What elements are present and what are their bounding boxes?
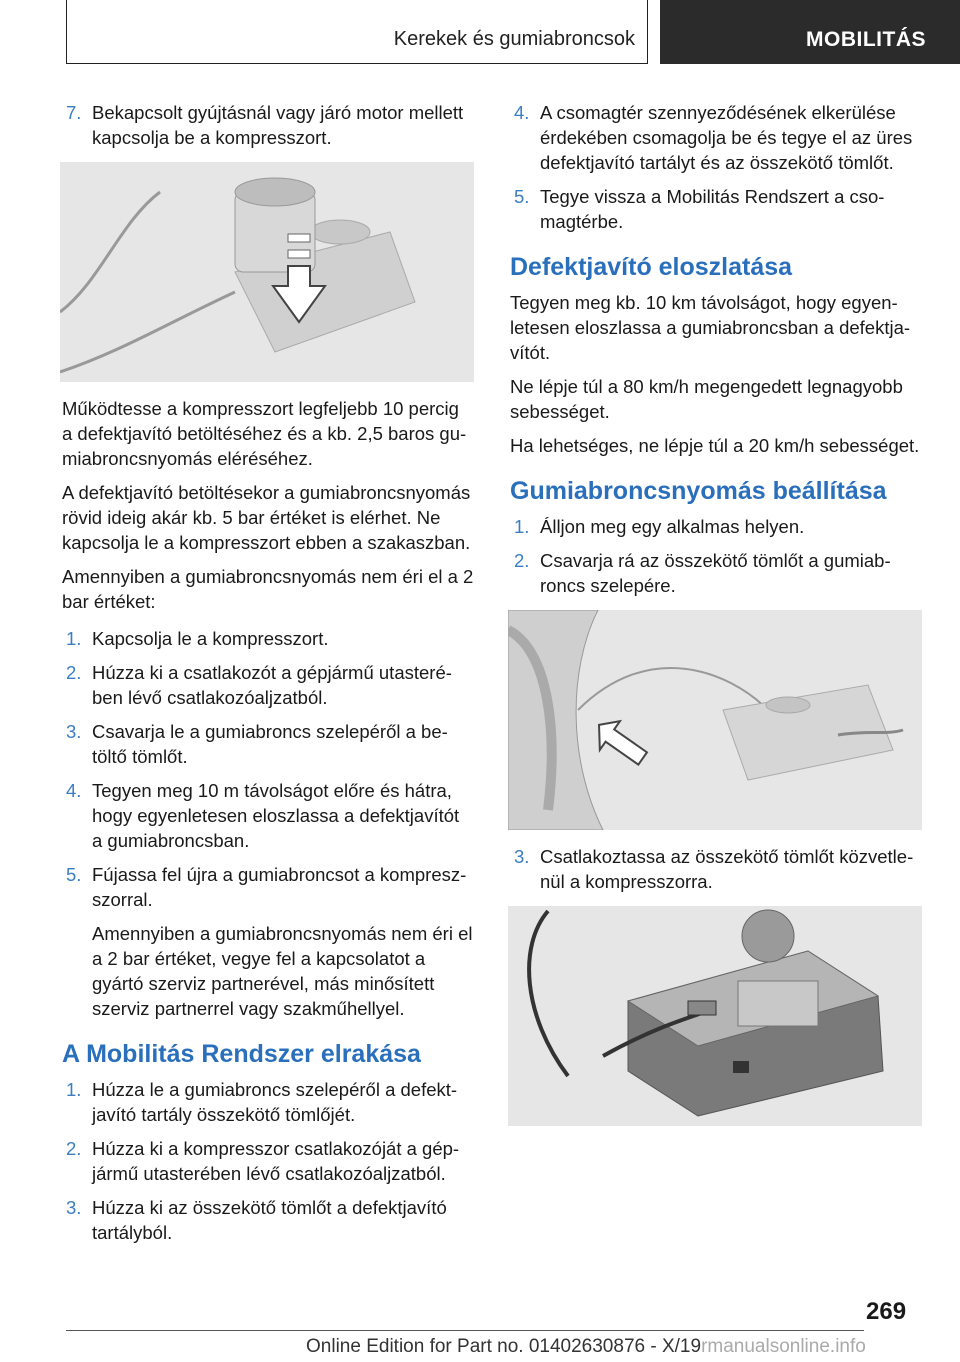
header-section-title: Kerekek és gumiabroncsok (393, 28, 635, 50)
tire-drawing (508, 610, 922, 830)
list-item: 1. Álljon meg egy alkalmas helyen. (514, 516, 805, 537)
list-item: 3. Csatlakoztassa az összekötő tömlőt közvetlenül a kompresszorra. (514, 846, 914, 892)
paragraph: Működtesse a kompresszort legfeljebb 10 percig a defektjavító betöltéséhez és a kb. 2,5 baros gumiabroncsnyomás eléréséhez. (62, 398, 467, 469)
compressor-hose-illustration (508, 906, 922, 1126)
paragraph: A defektjavító betöltésekor a gumiabroncsnyomás rövid ideig akár kb. 5 bar értéket is elérhet. Ne kapcsolja le a kompresszort ebben a szakaszban. (62, 482, 471, 553)
section-heading-stow: A Mobilitás Rendszer elrakása (62, 1040, 421, 1068)
edition-text: Online Edition for Part no. 01402630876 - X/19 (306, 1336, 702, 1357)
header-chapter-box (660, 0, 960, 64)
list-item: 5. Fújassa fel újra a gumiabroncsot a kompreszszorral. Amennyiben a gumiabroncsnyomás nem éri el a 2 bar értéket, vegye fel a kapcsolatot a gyártó szerviz partnerével, más minősített szerviz partnerrel vagy szakműhellyel. (66, 864, 473, 1019)
list-item: 2. Húzza ki a kompresszor csatlakozóját a gépjármű utasterében lévő csatlakozóaljzatból. (66, 1138, 460, 1184)
section-heading-pressure: Gumiabroncsnyomás beállítása (510, 477, 887, 505)
paragraph: Ha lehetséges, ne lépje túl a 20 km/h sebességet. (510, 435, 920, 456)
paragraph: Tegyen meg kb. 10 km távolságot, hogy egyenletesen eloszlassa a gumiabroncsban a defektjavítót. (510, 292, 911, 363)
list-item: 4. A csomagtér szennyeződésének elkerülése érdekében csomagolja be és tegye el az üres defektjavító tartályt és az összekötő tömlőt. (514, 102, 913, 173)
list-item: 4. Tegyen meg 10 m távolságot előre és hátra, hogy egyenletesen eloszlassa a defektjavítót a gumiabroncsban. (66, 780, 460, 851)
page-number: 269 (866, 1298, 907, 1325)
right-column (510, 100, 922, 1140)
header-section-box (66, 0, 648, 64)
compressor-hose-drawing (508, 906, 922, 1126)
list-item: 1. Kapcsolja le a kompresszort. (66, 628, 329, 649)
list-item: 3. Húzza ki az összekötő tömlőt a defektjavító tartályból. (66, 1197, 447, 1243)
footer-divider (66, 1330, 864, 1331)
list-item: 7. Bekapcsolt gyújtásnál vagy járó motor mellett kapcsolja be a kompresszort. (66, 102, 464, 148)
paragraph: Ne lépje túl a 80 km/h megengedett legnagyobb sebességet. (510, 376, 903, 422)
footer-text (306, 1336, 866, 1358)
list-item: 2. Csavarja rá az összekötő tömlőt a gumiabroncs szelepére. (514, 550, 891, 596)
list-item-note: Amennyiben a gumiabroncsnyomás nem éri el a 2 bar értéket, vegye fel a kapcsolatot a gyártó szerviz partnerével, más minősített szerviz partnerrel vagy szakműhellyel. (92, 923, 473, 1019)
list-item: 5. Tegye vissza a Mobilitás Rendszert a csomagtérbe. (514, 186, 885, 232)
tire-illustration (508, 610, 922, 830)
compressor-drawing (60, 162, 474, 382)
list-item: 3. Csavarja le a gumiabroncs szelepéről a betöltő tömlőt. (66, 721, 448, 767)
left-column (62, 100, 474, 1254)
header-chapter-title: MOBILITÁS (806, 28, 926, 51)
watermark: rmanualsonline.info (701, 1336, 866, 1357)
section-heading-distribute: Defektjavító eloszlatása (510, 253, 793, 281)
list-item: 1. Húzza le a gumiabroncs szelepéről a defektjavító tartály összekötő tömlőjét. (66, 1079, 458, 1125)
compressor-illustration (60, 162, 474, 382)
list-item: 2. Húzza ki a csatlakozót a gépjármű utasterében lévő csatlakozóaljzatból. (66, 662, 452, 708)
paragraph: Amennyiben a gumiabroncsnyomás nem éri el a 2 bar értéket: (62, 566, 474, 612)
